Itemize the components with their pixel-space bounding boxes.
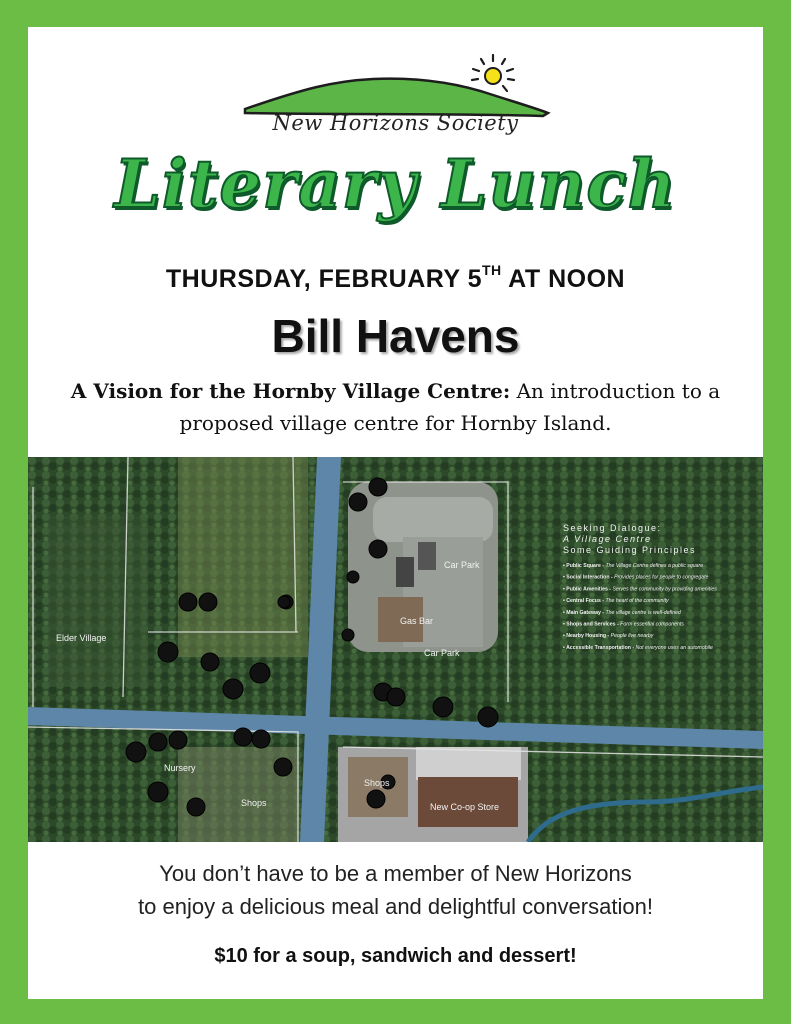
date-ordinal: TH xyxy=(481,262,502,278)
footer-message xyxy=(28,857,763,923)
principle-item xyxy=(563,586,717,592)
principle-desc: Serves the community by providing amenities xyxy=(612,586,717,593)
principle-item xyxy=(563,633,654,639)
map-label-coop: New Co-op Store xyxy=(430,802,500,812)
principle-name: • Accessible Transportation - xyxy=(563,644,636,651)
event-date xyxy=(28,262,763,294)
principle-name: • Nearby Housing - xyxy=(563,633,611,640)
principle-name: • Central Focus - xyxy=(563,598,606,605)
society-name: New Horizons Society xyxy=(272,111,519,135)
speaker-name: Bill Havens xyxy=(271,310,520,362)
talk-description xyxy=(48,375,743,439)
principle-desc: People live nearby xyxy=(610,633,654,640)
principle-desc: The heart of the community xyxy=(605,598,669,605)
principle-name: • Public Amenities - xyxy=(563,586,613,593)
sun-icon xyxy=(472,55,514,91)
map-label-elder-village: Elder Village xyxy=(56,633,107,643)
principle-name: • Public Square - xyxy=(563,563,606,569)
panel-line-1: Seeking Dialogue: xyxy=(563,523,662,533)
principle-item xyxy=(563,575,709,581)
date-time: AT NOON xyxy=(501,265,626,293)
principle-desc: Form essential components xyxy=(620,621,684,628)
principle-name: • Social Interaction - xyxy=(563,574,615,581)
event-title: Literary Lunch xyxy=(114,145,677,223)
map-label-car-park-2: Car Park xyxy=(424,648,460,658)
principle-name: • Main Gateway - xyxy=(563,609,606,616)
map-label-shops-1: Shops xyxy=(241,798,267,808)
map-label-shops-2: Shops xyxy=(364,778,390,788)
principle-name: • Shops and Services - xyxy=(563,621,621,628)
principle-item xyxy=(563,610,682,616)
panel-line-2: A Village Centre xyxy=(563,534,652,544)
principle-item xyxy=(563,622,684,628)
principle-desc: The Village Centre defines a public square xyxy=(605,563,704,569)
poster xyxy=(28,27,763,999)
footer-line-2: to enjoy a delicious meal and delightful conversation! xyxy=(138,894,653,919)
map-label-gas-bar: Gas Bar xyxy=(400,616,434,626)
aerial-map xyxy=(28,457,763,842)
village-map xyxy=(28,457,763,842)
principle-item xyxy=(563,645,713,651)
principle-desc: Not everyone uses an automobile xyxy=(635,644,713,651)
map-label-car-park-1: Car Park xyxy=(444,560,480,570)
price-line: $10 for a soup, sandwich and dessert! xyxy=(214,945,577,967)
footer-line-1: You don’t have to be a member of New Horizons xyxy=(159,861,632,886)
talk-desc: An introduction to a proposed village centre for Hornby Island. xyxy=(179,379,721,435)
principle-item xyxy=(563,563,703,569)
principle-item xyxy=(563,598,669,604)
map-label-nursery: Nursery xyxy=(164,763,196,773)
talk-title: A Vision for the Hornby Village Centre: xyxy=(70,379,511,403)
panel-line-3: Some Guiding Principles xyxy=(563,545,697,555)
principle-desc: The village centre is well-defined xyxy=(605,609,681,616)
principle-desc: Provides places for people to congregate xyxy=(614,574,709,581)
date-text: THURSDAY, FEBRUARY 5 xyxy=(165,265,482,293)
